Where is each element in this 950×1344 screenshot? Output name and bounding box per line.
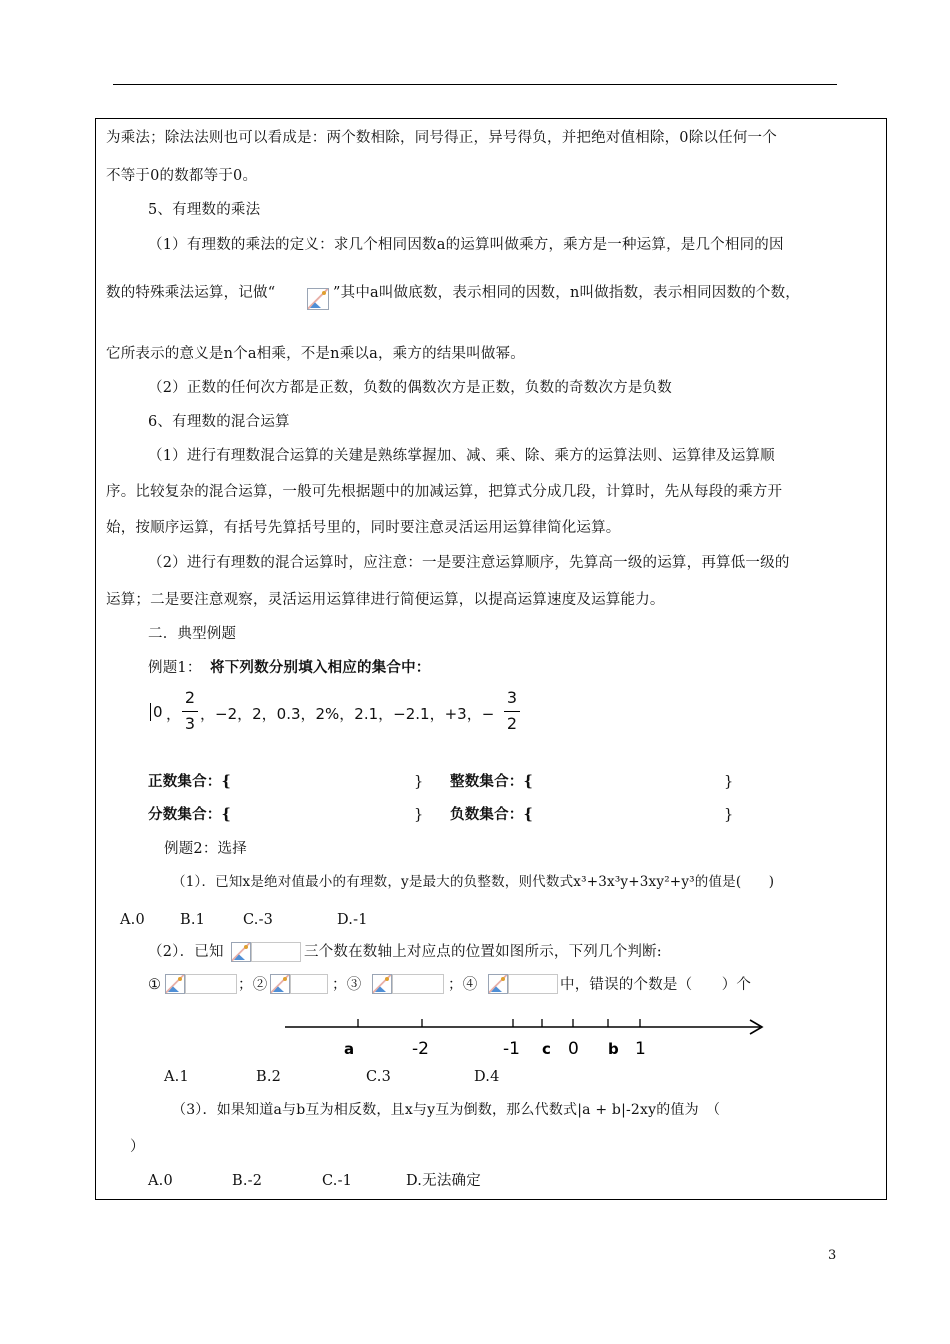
judgement-2-icon — [270, 974, 290, 994]
judgement-2-box — [290, 974, 328, 994]
example-1-label: 例题1： — [148, 660, 202, 676]
q3-option-c: C.-1 — [322, 1173, 353, 1189]
judgement-2-marker: ；② — [238, 977, 268, 993]
q2-option-d: D.4 — [474, 1069, 500, 1085]
judgement-1-marker: ① — [148, 977, 162, 993]
text-line-13: 运算；二是要注意观察，灵活运用运算律进行简便运算，以提高运算速度及运算能力。 — [106, 592, 665, 608]
abc-image-box — [251, 942, 301, 962]
formula-image-icon — [307, 288, 329, 310]
text-line-5a: 数的特殊乘法运算，记做“ — [106, 285, 276, 301]
fraction-denominator-2: 2 — [506, 714, 518, 733]
fraction-numerator-1: 2 — [184, 688, 196, 707]
judgement-4-marker: ；④ — [448, 977, 478, 993]
negative-set-label: 负数集合：{ — [450, 806, 534, 823]
question-3-close: ） — [130, 1139, 145, 1155]
number-comma: ， — [166, 705, 182, 723]
text-line-5b: ”其中a叫做底数，表示相同的因数，n叫做指数，表示相同因数的个数， — [333, 285, 800, 301]
positive-set-close: } — [414, 774, 424, 790]
label-minus-2: -2 — [412, 1039, 429, 1059]
question-2-lead: （2）．已知 — [148, 944, 224, 960]
judgement-1-icon — [165, 974, 185, 994]
text-line-9: （1）进行有理数混合运算的关建是熟练掌握加、减、乘、除、乘方的运算法则、运算律及运算顺 — [148, 448, 775, 464]
section-heading-6: 6、有理数的混合运算 — [148, 414, 290, 430]
question-3: （3）．如果知道a与b互为相反数，且x与y互为倒数，那么代数式|a + b|-2xy的值为 （ — [172, 1102, 721, 1118]
text-line-1: 为乘法；除法法则也可以看成是：两个数相除，同号得正，异号得负，并把绝对值相除，0除以任何一个 — [106, 130, 777, 146]
number-line-diagram — [270, 1010, 780, 1060]
fraction-set-close: } — [414, 807, 424, 823]
judgement-4-icon — [488, 974, 508, 994]
label-a: a — [344, 1040, 355, 1058]
fraction-bar-2 — [504, 711, 520, 712]
label-b: b — [608, 1040, 619, 1058]
number-zero: 0 — [150, 703, 163, 721]
question-2-text: 三个数在数轴上对应点的位置如图所示，下列几个判断: — [304, 944, 662, 960]
label-c: c — [542, 1040, 551, 1058]
q1-option-b: B.1 — [180, 912, 206, 928]
q3-option-d: D.无法确定 — [406, 1173, 481, 1189]
judgement-1-box — [185, 974, 237, 994]
q1-option-c: C.-3 — [243, 912, 274, 928]
text-line-4: （1）有理数的乘法的定义：求几个相同因数a的运算叫做乘方，乘方是一种运算，是几个相同的因 — [148, 237, 784, 253]
q2-option-a: A.1 — [164, 1069, 189, 1085]
q3-option-b: B.-2 — [232, 1173, 263, 1189]
fraction-bar-1 — [182, 711, 198, 712]
label-1: 1 — [635, 1039, 646, 1059]
positive-set-label: 正数集合：{ — [148, 773, 232, 790]
text-line-12: （2）进行有理数的混合运算时，应注意：一是要注意运算顺序，先算高一级的运算，再算低一级的 — [148, 555, 790, 571]
integer-set-close: } — [724, 774, 734, 790]
fraction-set-label: 分数集合：{ — [148, 806, 232, 823]
fraction-numerator-2: 3 — [506, 688, 518, 707]
text-line-2: 不等于0的数都等于0。 — [106, 168, 258, 184]
page-number: 3 — [828, 1248, 837, 1263]
number-sequence: ，−2，2，0.3，2%，2.1，−2.1，+3，− — [200, 705, 495, 723]
example-1-instruction: 将下列数分别填入相应的集合中： — [210, 659, 431, 676]
question-1: （1）．已知x是绝对值最小的有理数，y是最大的负整数，则代数式x³+3x³y+3xy²+y³的值是( ) — [172, 874, 775, 890]
text-line-11: 始，按顺序运算，有括号先算括号里的，同时要注意灵活运用运算律简化运算。 — [106, 520, 621, 536]
judgement-3-marker: ；③ — [332, 977, 362, 993]
section-heading-examples: 二．典型例题 — [148, 626, 237, 642]
q2-option-b: B.2 — [256, 1069, 282, 1085]
text-line-7: （2）正数的任何次方都是正数，负数的偶数次方是正数，负数的奇数次方是负数 — [148, 380, 672, 396]
q3-option-a: A.0 — [148, 1173, 173, 1189]
fraction-denominator-1: 3 — [184, 714, 196, 733]
example-2-label: 例题2：选择 — [164, 841, 247, 857]
section-heading-5: 5、有理数的乘法 — [148, 202, 261, 218]
negative-set-close: } — [724, 807, 734, 823]
abc-image-icon — [231, 942, 251, 962]
question-2-tail: 中，错误的个数是（ ）个 — [560, 977, 752, 993]
judgement-4-box — [508, 974, 558, 994]
integer-set-label: 整数集合：{ — [450, 773, 534, 790]
q1-option-a: A.0 — [120, 912, 145, 928]
q1-option-d: D.-1 — [337, 912, 368, 928]
text-line-10: 序。比较复杂的混合运算，一般可先根据题中的加减运算，把算式分成几段，计算时，先从每段的乘方开 — [106, 484, 783, 500]
judgement-3-icon — [372, 974, 392, 994]
text-line-6: 它所表示的意义是n个a相乘，不是n乘以a，乘方的结果叫做幂。 — [106, 346, 525, 362]
label-0: 0 — [568, 1039, 579, 1059]
judgement-3-box — [392, 974, 444, 994]
label-minus-1: -1 — [503, 1039, 520, 1059]
q2-option-c: C.3 — [366, 1069, 392, 1085]
header-rule — [113, 84, 837, 85]
